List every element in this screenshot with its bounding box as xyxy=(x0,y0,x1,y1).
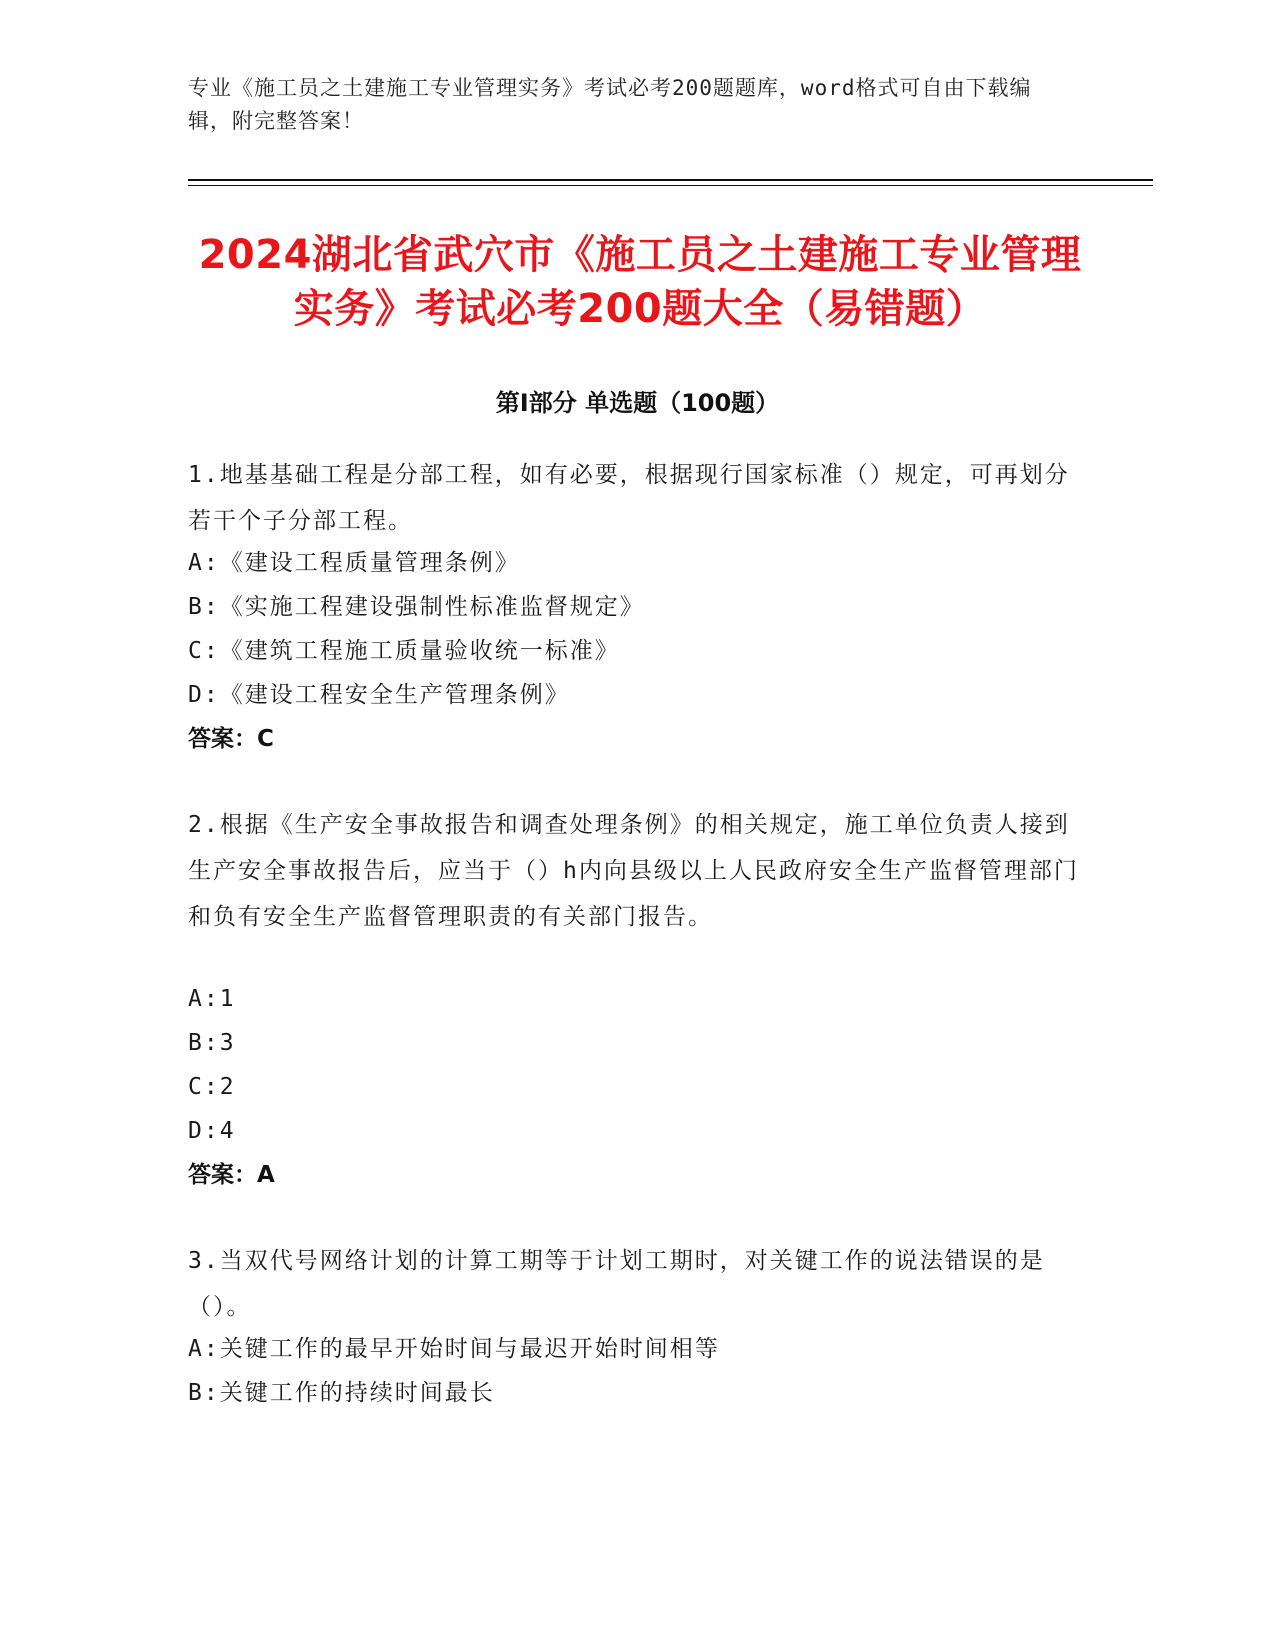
question-stem: 2.根据《生产安全事故报告和调查处理条例》的相关规定，施工单位负责人接到生产安全事故报告后，应当于（）h内向县级以上人民政府安全生产监督管理部门和负有安全生产监督管理职责的有关部门报告。 xyxy=(188,812,1079,930)
question-option: D:《建设工程安全生产管理条例》 xyxy=(188,682,570,708)
header-divider-thick xyxy=(188,179,1153,181)
question-option: A:1 xyxy=(188,986,236,1012)
header-divider-thin xyxy=(188,185,1153,186)
question-answer: 答案：A xyxy=(188,1162,275,1188)
question-option: C:2 xyxy=(188,1074,236,1100)
question-option: D:4 xyxy=(188,1118,236,1144)
question-option: B:关键工作的持续时间最长 xyxy=(188,1380,495,1406)
question-option: B:3 xyxy=(188,1030,236,1056)
document-title: 2024湖北省武穴市《施工员之土建施工专业管理实务》考试必考200题大全（易错题） xyxy=(198,232,1082,332)
question-option: A:《建设工程质量管理条例》 xyxy=(188,550,520,576)
header-note: 专业《施工员之土建施工专业管理实务》考试必考200题题库，word格式可自由下载编辑，附完整答案！ xyxy=(188,76,1032,133)
question-option: A:关键工作的最早开始时间与最迟开始时间相等 xyxy=(188,1336,720,1362)
question-stem: 3.当双代号网络计划的计算工期等于计划工期时，对关键工作的说法错误的是（）。 xyxy=(188,1248,1045,1320)
question-option: B:《实施工程建设强制性标准监督规定》 xyxy=(188,594,645,620)
question-option: C:《建筑工程施工质量验收统一标准》 xyxy=(188,638,620,664)
question-stem: 1.地基基础工程是分部工程，如有必要，根据现行国家标准（）规定，可再划分若干个子分部工程。 xyxy=(188,462,1070,534)
section-title: 第I部分 单选题（100题） xyxy=(495,389,780,417)
question-answer: 答案：C xyxy=(188,726,274,752)
